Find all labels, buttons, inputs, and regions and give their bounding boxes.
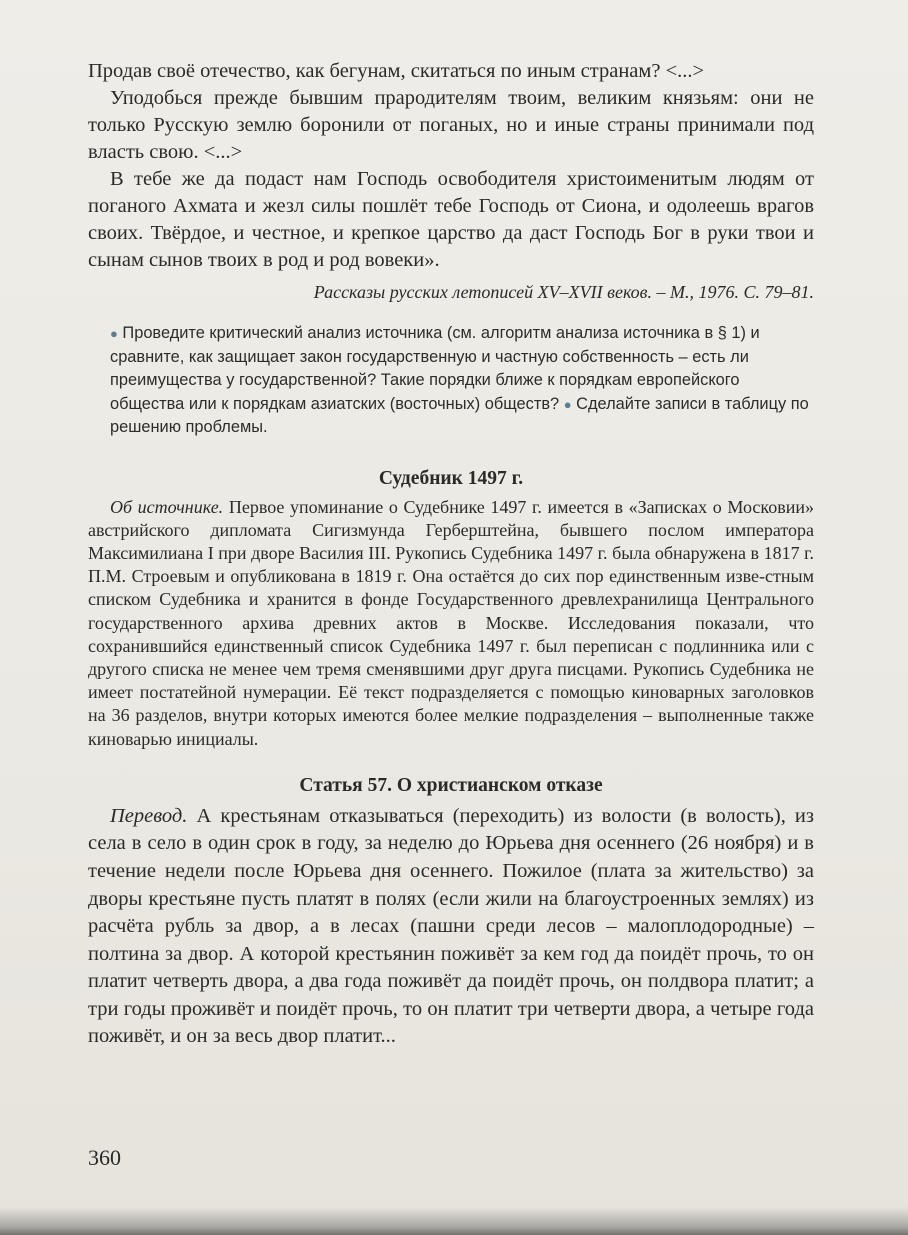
task-text-1: Проведите критический анализ источника (см. алгоритм анализа источника в § 1) и сравните, как защищает закон государственную и частную собственность – есть ли преимущества у государственной? Такие порядки ближе к порядкам европейского общества или к порядкам азиатских (восточных) обществ?: [110, 324, 760, 413]
section-lead: Об источнике.: [110, 496, 224, 517]
bullet-icon: ●: [110, 326, 118, 341]
chronicle-quote: [88, 58, 814, 304]
quote-citation: Рассказы русских летописей XV–XVII веков. – М., 1976. С. 79–81.: [313, 282, 814, 302]
bullet-icon: ●: [563, 396, 572, 412]
page-content: [88, 58, 814, 1051]
task-block: [88, 322, 814, 440]
section-paragraph: [88, 496, 814, 751]
quote-paragraph-2: Уподобься прежде бывшим прародителям твоим, великим князьям: они не только Русскую землю боронили от поганых, но и иные страны принимали под власть свою. <...>: [88, 87, 814, 163]
article-text: А крестьянам отказываться (переходить) из волости (в волость), из села в село в один срок в году, за неделю до Юрьева дня осеннего (26 ноября) и в течение недели после Юрьева дня осеннего. Пожилое (плата за жительство) за дворы крестьяне пусть платят в полях (если жили на благоустроенных землях) из расчёта рубль за двор, а в лесах (пашни среди лесов – малоплодородные) – полтина за двор. А которой крестьянин поживёт за кем год да поидёт прочь, то он платит четверть двора, а два года поживёт да поидёт прочь, он полдвора платит; а три годы проживёт и поидёт прочь, то он платит три четверти двора, а четыре года поживёт, и он за весь двор платит...: [88, 804, 815, 1048]
section-title: Судебник 1497 г.: [378, 467, 524, 489]
quote-paragraph-1: Продав своё отечество, как бегунам, скитаться по иным странам? <...>: [88, 60, 705, 82]
article-title: Статья 57. О христианском отказе: [299, 774, 603, 796]
article-body: [88, 803, 814, 1051]
article-paragraph: [88, 803, 814, 1051]
scan-edge-shadow: [0, 1207, 908, 1235]
section-body: [88, 496, 814, 751]
task-text-2: Сделайте записи в таблицу по решению проблемы.: [110, 394, 809, 436]
page-number: 360: [88, 1145, 121, 1170]
article-lead: Перевод.: [110, 804, 188, 827]
quote-paragraph-3: В тебе же да подаст нам Господь освободителя христоименитым людям от поганого Ахмата и жезл силы пошлёт тебе Господь от Сиона, и одолеешь врагов своих. Твёрдое, и честное, и крепкое царство да даст Господь Бог в руки твои и сынам сынов твоих в род и род вовеки».: [88, 168, 814, 271]
section-text: Первое упоминание о Судебнике 1497 г. имеется в «Записках о Московии» австрийского дипломата Сигизмунда Герберштейна, бывшего послом императора Максимилиана I при дворе Василия III. Рукопись Судебника 1497 г. была обнаружена в 1817 г. П.М. Строевым и опубликована в 1819 г. Она остаётся до сих пор единственным изве-стным списком Судебника и хранится в фонде Государственного древлехранилища Центрального государственного архива древних актов в Москве. Исследования показали, что сохранившийся единственный список Судебника 1497 г. был переписан с подлинника или с другого списка не менее чем тремя сменявшими друг друга писцами. Рукопись Судебника не имеет постатейной нумерации. Её текст подразделяется с помощью киноварных заголовков на 36 разделов, внутри которых имеются более мелкие подразделения – выполненные также киноварью инициалы.: [88, 496, 814, 749]
